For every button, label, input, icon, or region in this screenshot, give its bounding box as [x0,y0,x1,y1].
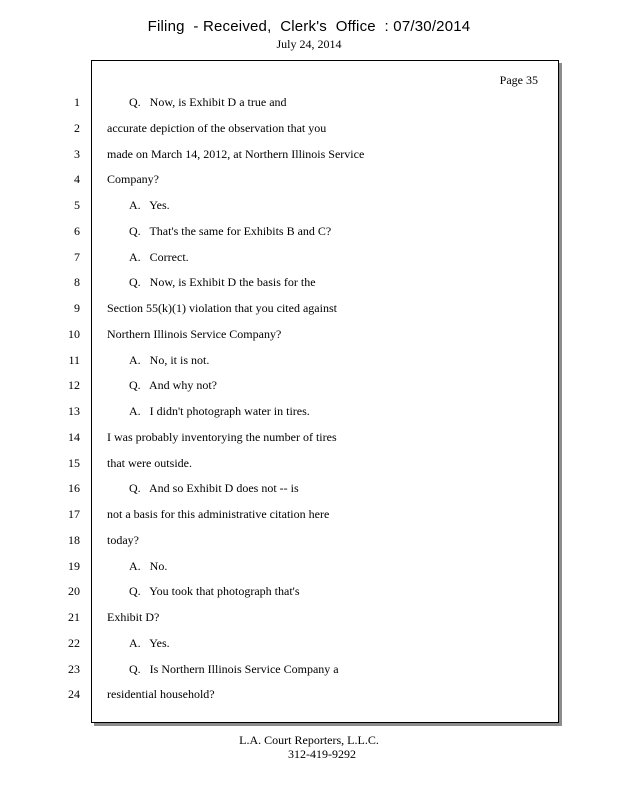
line-number: 2 [74,121,80,135]
line-number: 24 [68,687,80,701]
line-number: 13 [68,404,80,418]
footer-company: L.A. Court Reporters, L.L.C. [239,733,379,747]
line-number: 9 [74,301,80,315]
transcript-line-text: A. No, it is not. [129,353,210,367]
transcript-line-text: Q. You took that photograph that's [129,584,300,598]
transcript-line-text: made on March 14, 2012, at Northern Illinois Service [107,147,365,161]
line-number: 19 [68,559,80,573]
line-number: 21 [68,610,80,624]
page-number: Page 35 [499,73,538,87]
transcript-line-text: that were outside. [107,456,192,470]
transcript-line-text: Company? [107,172,159,186]
line-number: 22 [68,636,80,650]
line-number: 14 [68,430,80,444]
transcript-line-text: Q. And why not? [129,378,217,392]
transcript-line-text: Q. Is Northern Illinois Service Company a [129,662,339,676]
line-number: 17 [68,507,80,521]
line-number: 16 [68,481,80,495]
transcript-line-text: Exhibit D? [107,610,160,624]
line-number: 23 [68,662,80,676]
line-number: 8 [74,275,80,289]
transcript-line-text: A. Yes. [129,636,170,650]
transcript-line-text: Section 55(k)(1) violation that you cited against [107,301,337,315]
line-number: 10 [68,327,80,341]
transcript-line-text: residential household? [107,687,215,701]
transcript-line-text: A. Yes. [129,198,170,212]
transcript-line-text: I was probably inventorying the number of tires [107,430,337,444]
transcript-line-text: accurate depiction of the observation that you [107,121,327,135]
footer-phone: 312-419-9292 [288,747,356,761]
transcript-line-text: Q. That's the same for Exhibits B and C? [129,224,332,238]
transcript-line-text: Q. And so Exhibit D does not -- is [129,481,299,495]
line-number: 5 [74,198,80,212]
filing-stamp: Filing - Received, Clerk's Office : 07/30/2014 [147,18,471,35]
transcript-date: July 24, 2014 [276,37,342,51]
line-number: 7 [74,250,80,264]
line-number: 3 [74,147,80,161]
transcript-line-text: A. No. [129,559,168,573]
line-number: 6 [74,224,80,238]
line-number: 11 [68,353,80,367]
transcript-line-text: A. I didn't photograph water in tires. [129,404,310,418]
line-number: 20 [68,584,80,598]
line-number: 4 [74,172,80,186]
transcript-line-text: Q. Now, is Exhibit D a true and [129,95,287,109]
line-number: 12 [68,378,80,392]
transcript-line-text: A. Correct. [129,250,189,264]
line-number: 18 [68,533,80,547]
transcript-line-text: today? [107,533,139,547]
transcript-line-text: Q. Now, is Exhibit D the basis for the [129,275,316,289]
line-number: 15 [68,456,80,470]
line-number: 1 [74,95,80,109]
transcript-line-text: Northern Illinois Service Company? [107,327,282,341]
transcript-line-text: not a basis for this administrative citation here [107,507,330,521]
